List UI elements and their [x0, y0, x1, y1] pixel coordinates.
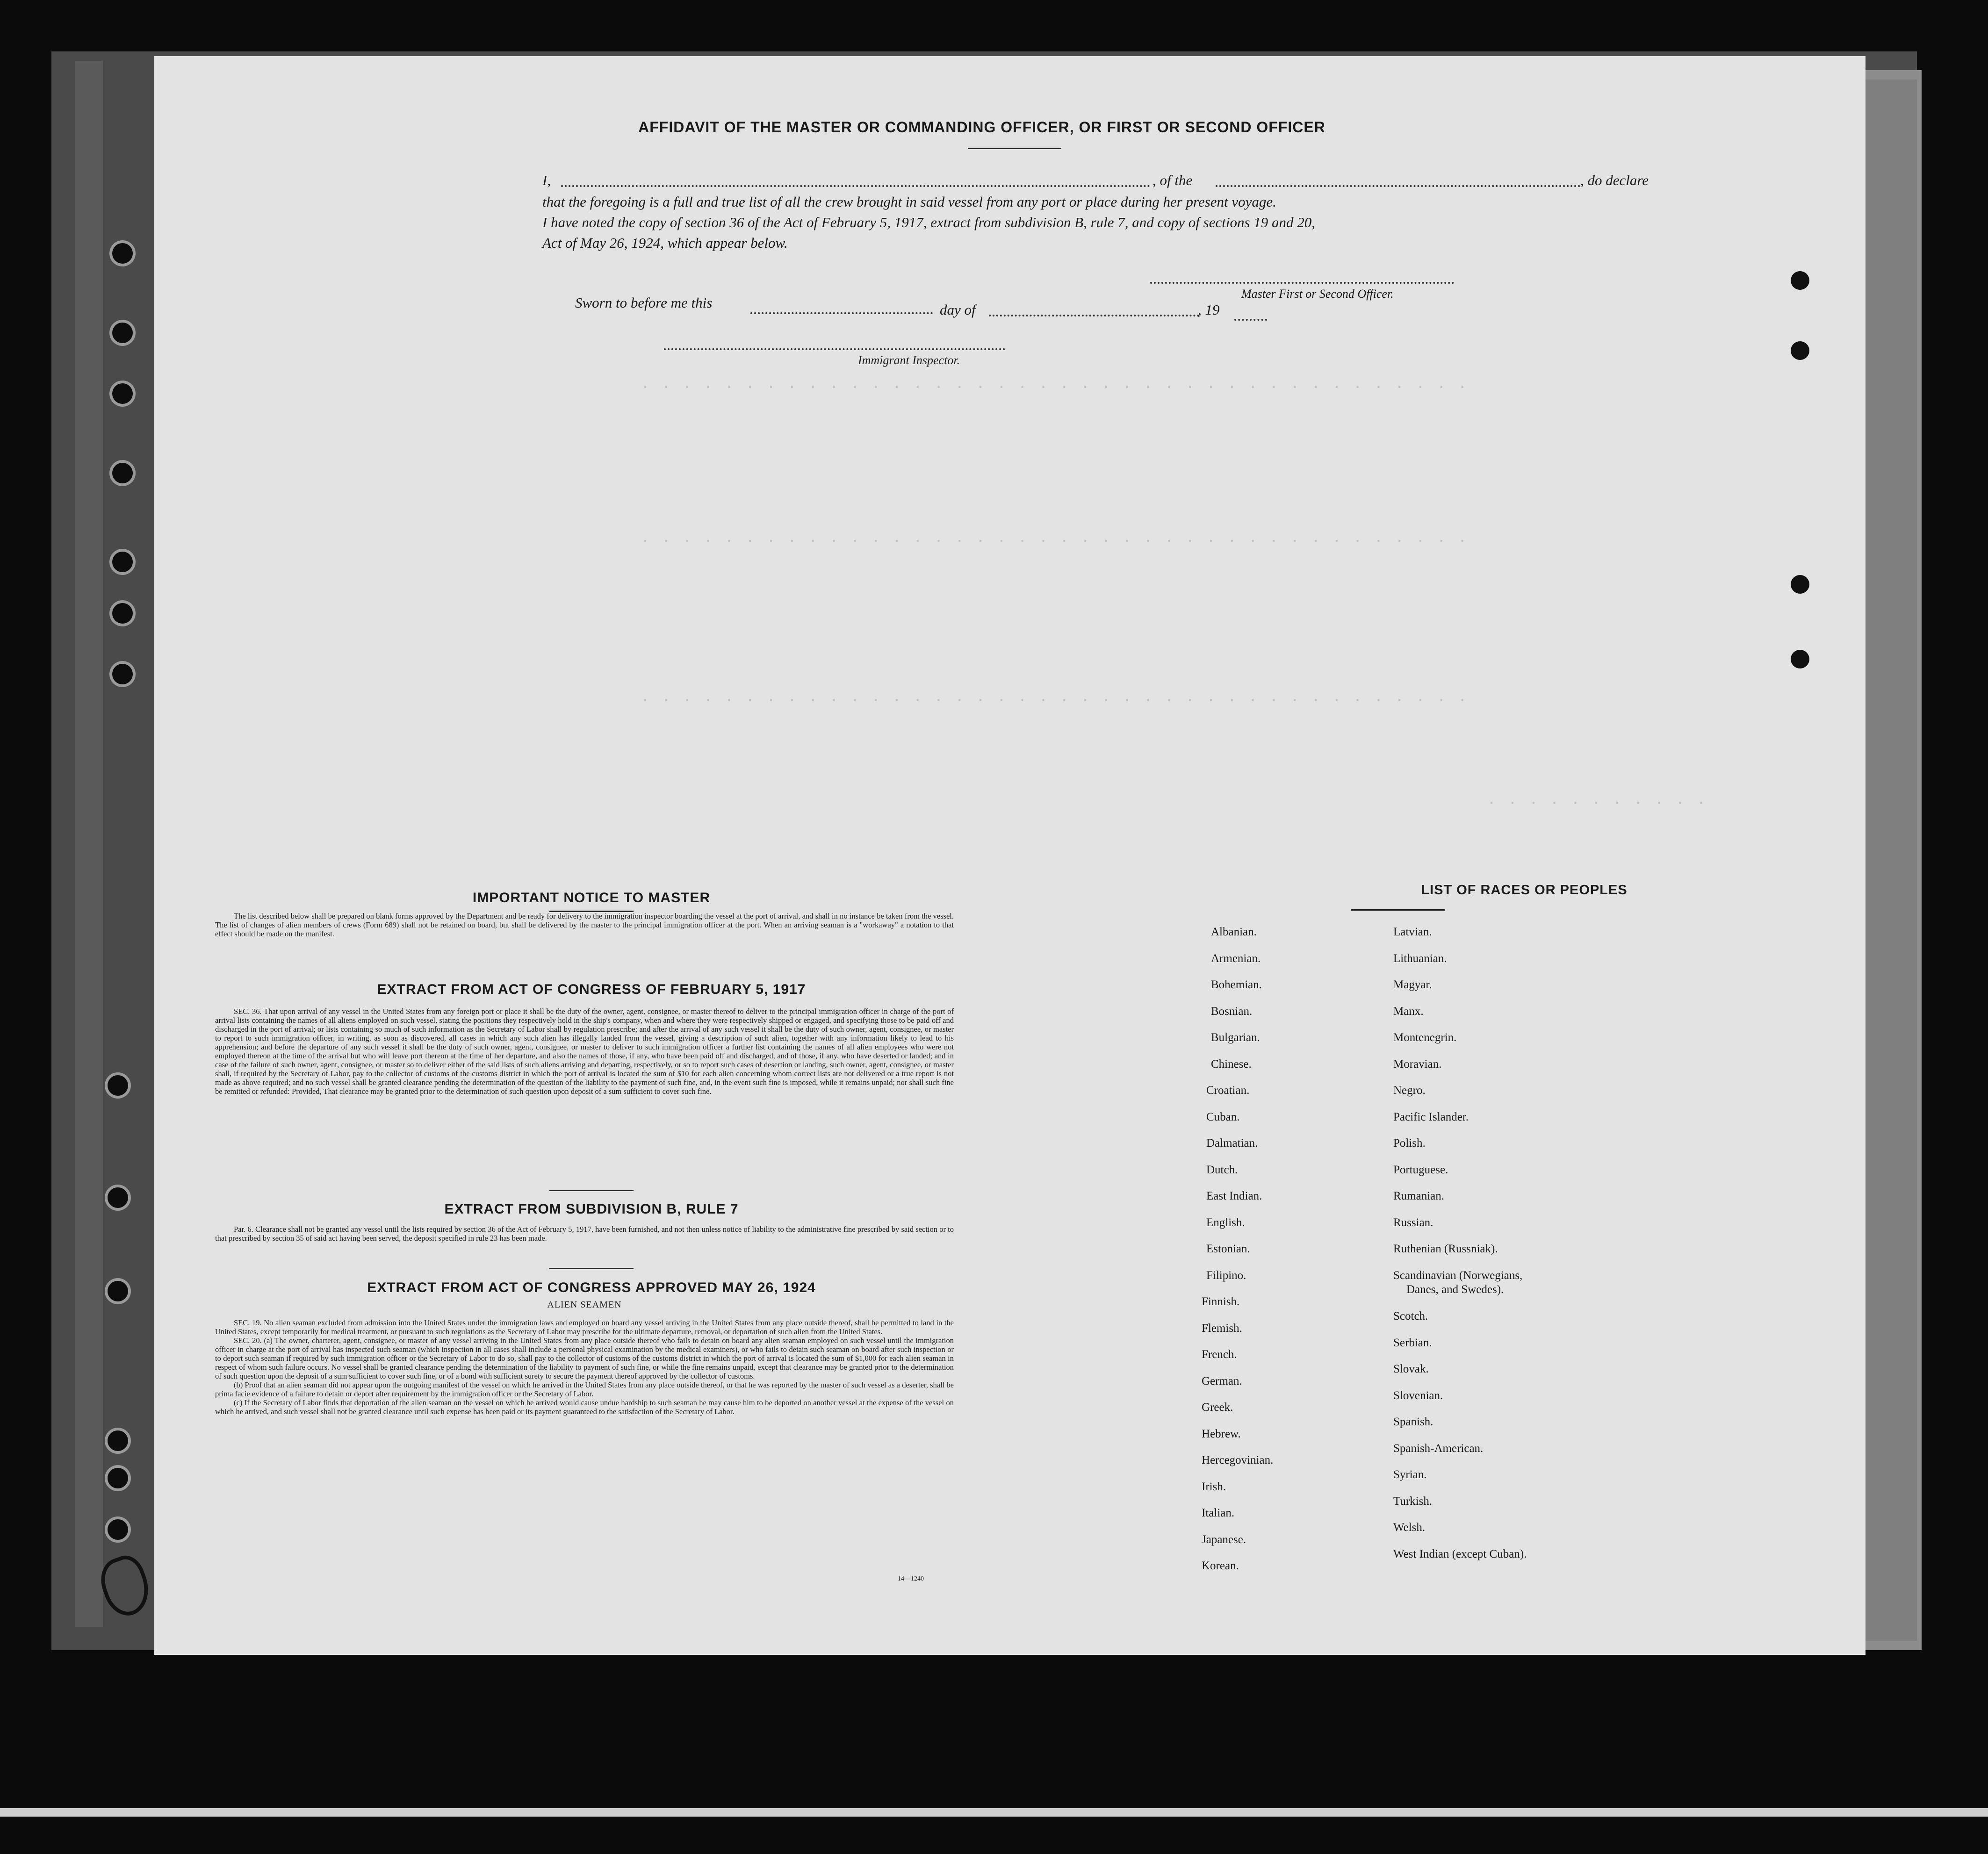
affidavit-line-4: Act of May 26, 1924, which appear below. [542, 235, 788, 251]
race-item: Syrian. [1393, 1468, 1427, 1481]
race-item: Bohemian. [1211, 978, 1262, 991]
race-item: Slovenian. [1393, 1389, 1443, 1402]
punch-hole [112, 383, 133, 404]
race-item: English. [1206, 1216, 1245, 1229]
bleed-through-text: · · · · · · · · · · · · · · · · · · · · · · · · · · · · · · · · · · · · · · · · [641, 692, 1468, 710]
race-item: Turkish. [1393, 1495, 1433, 1508]
punch-hole [112, 323, 133, 343]
master-signature-blank [1150, 282, 1454, 284]
affidavit-line-2: that the foregoing is a full and true list of all the crew brought in said vessel from any port or place during her present voyage. [542, 194, 1276, 210]
punch-hole [108, 1430, 128, 1451]
race-item: Chinese. [1211, 1057, 1252, 1071]
sworn-label: Sworn to before me this [575, 295, 713, 311]
rule-7-paragraph: Par. 6. Clearance shall not be granted any vessel until the lists required by section 36 of the Act of February 5, 1917, have been furnished, and not then unless notice of liability to the administrative fine prescribed by said section or to that prescribed by section 35 of said act having been served, the deposit specified in rule 23 has been made. [215, 1225, 954, 1243]
extract-1917-paragraph: SEC. 36. That upon arrival of any vessel in the United States from any foreign port or place it shall be the duty of the owner, agent, consignee, or master thereof to deliver to the principal immigration officer in charge of the port of arrival lists containing the names of all aliens employed on such vessel, stating the positions they respectively hold in the ship's company, when and where they were respectively shipped or engaged, and specifying those to be paid off and discharged in the port of arrival; or lists containing so much of such information as the Secretary of Labor shall by regulation prescribe; and after the arrival of any such vessel it shall be the duty of such owner, agent, consignee, or master to report to such immigration officer, in writing, as soon as discovered, all cases in which any such alien has illegally landed from the vessel, giving a description of such alien, together with any information likely to lead to his apprehension; and before the departure of any such vessel it shall be the duty of such owner, agent, consignee, or master to deliver to such immigration officer a further list containing the names of all alien employees who were not employed thereon at the time of the arrival but who will leave port thereon at the time of her departure, and also the names of those, if any, who have been paid off and discharged, and of those, if any, who have deserted or landed; and in case of the failure of such owner, agent, consignee, or master so to deliver either of the said lists of such aliens arriving and departing, respectively, or so to report such cases of desertion or landing, such owner, agent, consignee, or master shall, if required by the Secretary of Labor, pay to the collector of customs of the customs district in which the port of arrival is located the sum of $10 for each alien concerning whom correct lists are not delivered or a true report is not made as above required; and no such vessel shall be granted clearance pending the determination of the question of the liability to the payment of such fine, and, in the event such fine is imposed, while it remains unpaid; nor shall such fine be remitted or refunded: Provided, That clearance may be granted prior to the determination of such question upon deposit of a sum sufficient to cover such fine. [215, 1007, 954, 1096]
race-item: Scotch. [1393, 1310, 1428, 1323]
year-label: , 19 [1198, 302, 1220, 318]
race-item: Japanese. [1202, 1533, 1246, 1546]
inspector-signature-blank [664, 348, 1005, 350]
race-item: West Indian (except Cuban). [1393, 1547, 1527, 1560]
punch-hole [108, 1187, 128, 1208]
bleed-through-text: · · · · · · · · · · · · · · · · · · · · · · · · · · · · · · · · · · · · · · · · [641, 533, 1468, 551]
race-item-continued: Danes, and Swedes). [1406, 1283, 1504, 1296]
binder-edge [75, 61, 103, 1627]
punch-hole [112, 603, 133, 624]
race-item: Scandinavian (Norwegians, [1393, 1269, 1523, 1282]
notice-title: IMPORTANT NOTICE TO MASTER [472, 890, 711, 905]
i-label: I, [542, 172, 551, 188]
notice-paragraph: The list described below shall be prepared on blank forms approved by the Department and be ready for delivery to the immigration inspector boarding the vessel at the port of arrival, and shall in no instance be taken from the vessel. The list of changes of alien members of crews (Form 689) shall not be retained on board, but shall be delivered by the master to the principal immigration officer at the port. When an arriving seaman is a "workaway" a notation to that effect should be made on the manifest. [215, 912, 954, 938]
affidavit-line-3: I have noted the copy of section 36 of the Act of February 5, 1917, extract from subdivision B, rule 7, and copy of sections 19 and 20, [542, 214, 1316, 230]
punch-hole [108, 1075, 128, 1096]
race-item: German. [1202, 1374, 1242, 1387]
sworn-day-blank [750, 312, 933, 314]
master-label: Master First or Second Officer. [1241, 287, 1394, 301]
race-item: Hercegovinian. [1202, 1454, 1274, 1466]
races-title: LIST OF RACES OR PEOPLES [1421, 883, 1628, 898]
race-item: Estonian. [1206, 1243, 1250, 1255]
sworn-month-blank [989, 315, 1199, 316]
race-item: Korean. [1202, 1559, 1239, 1572]
sec-20a-paragraph: SEC. 20. (a) The owner, charterer, agent, consignee, or master of any vessel arriving in the United States from any place outside thereof who fails to detain on board any alien seaman employed on such vessel until the immigration officer in charge at the port of arrival has inspected such seaman (which inspection in all cases shall include a personal physical examination by the medical examiners), or who fails to detain such seaman on board after such inspection or to deport such seaman if required by such immigration officer or the Secretary of Labor to do so, shall pay to the collector of customs of the customs district in which the port of arrival is located the sum of $1,000 for each alien seaman in respect of whom such failure occurs. No vessel shall be granted clearance pending the determination of the liability to payment of such fine, or while the fine remains unpaid, except that clearance may be granted prior to the determination of such question upon the deposit of a sum sufficient to cover such fine, or of a bond with sufficient surety to secure the payment thereof approved by the collector of customs. [215, 1336, 954, 1380]
race-item: Bulgarian. [1211, 1031, 1260, 1044]
punch-hole [108, 1281, 128, 1301]
race-item: Serbian. [1393, 1336, 1432, 1349]
sec-19-paragraph: SEC. 19. No alien seaman excluded from admission into the United States under the immigration laws and employed on board any vessel arriving in the United States from any place outside thereof, shall be permitted to land in the United States, except temporarily for medical treatment, or pursuant to such regulations as the Secretary of Labor may prescribe for the ultimate departure, removal, or deportation of such alien from the United States. [215, 1318, 954, 1336]
form-number: 14—1240 [898, 1575, 924, 1582]
affidavit-title: AFFIDAVIT OF THE MASTER OR COMMANDING OFFICER, OR FIRST OR SECOND OFFICER [638, 119, 1325, 136]
rule-7-title: EXTRACT FROM SUBDIVISION B, RULE 7 [444, 1201, 739, 1217]
race-item: Polish. [1393, 1137, 1426, 1150]
extract-1924-text [215, 1318, 954, 1416]
extract-1924-title: EXTRACT FROM ACT OF CONGRESS APPROVED MAY 26, 1924 [367, 1280, 816, 1295]
race-item: Latvian. [1393, 926, 1432, 938]
punch-hole [1791, 271, 1809, 290]
document-page [154, 56, 1866, 1655]
race-item: French. [1202, 1348, 1237, 1361]
race-item: Lithuanian. [1393, 952, 1447, 965]
punch-hole [108, 1519, 128, 1540]
punch-hole [108, 1468, 128, 1488]
race-item: Slovak. [1393, 1363, 1429, 1376]
race-item: Portuguese. [1393, 1163, 1448, 1176]
races-right-column [1393, 926, 1721, 1608]
name-blank [561, 185, 1150, 187]
race-item: Italian. [1202, 1507, 1235, 1519]
sec-20b-paragraph: (b) Proof that an alien seaman did not appear upon the outgoing manifest of the vessel on which he arrived in the United States from any place outside thereof, or that he was reported by the master of such vessel as a deserter, shall be prima facie evidence of a failure to detain or deport after requirement by the immigration officer or the Secretary of Labor. [215, 1380, 954, 1398]
race-item: Croatian. [1206, 1084, 1250, 1097]
of-the-label: , of the [1152, 172, 1193, 188]
title-divider [968, 148, 1061, 149]
extract-1917-title: EXTRACT FROM ACT OF CONGRESS OF FEBRUARY 5, 1917 [377, 982, 806, 997]
race-item: Irish. [1202, 1480, 1226, 1493]
punch-hole [112, 552, 133, 572]
race-item: Greek. [1202, 1401, 1233, 1414]
race-item: Negro. [1393, 1084, 1426, 1097]
race-item: Albanian. [1211, 926, 1257, 938]
extract-divider [549, 1268, 634, 1269]
race-item: Manx. [1393, 1005, 1424, 1018]
year-blank [1234, 319, 1267, 321]
race-item: Finnish. [1202, 1295, 1240, 1308]
race-item: Pacific Islander. [1393, 1110, 1469, 1123]
race-item: Welsh. [1393, 1521, 1426, 1534]
race-item: Spanish-American. [1393, 1442, 1484, 1455]
race-item: Magyar. [1393, 978, 1432, 991]
race-item: Hebrew. [1202, 1427, 1241, 1440]
races-divider [1351, 909, 1445, 911]
rule-7-text [215, 1225, 954, 1243]
race-item: Bosnian. [1211, 1005, 1253, 1018]
punch-hole [1791, 650, 1809, 668]
notice-text [215, 912, 954, 938]
race-item: Filipino. [1206, 1269, 1246, 1282]
punch-hole [112, 463, 133, 483]
bleed-through-text: · · · · · · · · · · · [1487, 795, 1707, 812]
race-item: Rumanian. [1393, 1190, 1445, 1202]
race-item: Cuban. [1206, 1110, 1240, 1123]
inspector-label: Immigrant Inspector. [858, 353, 960, 367]
race-item: Dalmatian. [1206, 1137, 1258, 1150]
punch-hole [112, 664, 133, 684]
alien-seamen-subtitle [215, 1301, 954, 1309]
race-item: Spanish. [1393, 1416, 1433, 1429]
race-item: Flemish. [1202, 1322, 1242, 1335]
race-item: Moravian. [1393, 1057, 1442, 1071]
punch-hole [1791, 341, 1809, 360]
extract-1917-text [215, 1007, 954, 1096]
race-item: Montenegrin. [1393, 1031, 1457, 1044]
sec-20c-paragraph: (c) If the Secretary of Labor finds that deportation of the alien seaman on the vessel on which he arrived would cause undue hardship to such seaman he may cause him to be deported on another vessel at the expense of the vessel on which he arrived, and such vessel shall not be granted clearance until such expense has been paid or its payment guaranteed to the satisfaction of the Secretary of Labor. [215, 1398, 954, 1416]
bleed-through-text: · · · · · · · · · · · · · · · · · · · · · · · · · · · · · · · · · · · · · · · · [641, 379, 1468, 396]
extract-divider [549, 1190, 634, 1191]
race-item: Russian. [1393, 1216, 1433, 1229]
do-declare-label: , do declare [1580, 172, 1649, 188]
race-item: Armenian. [1211, 952, 1261, 965]
punch-hole [1791, 575, 1809, 594]
vessel-blank [1216, 185, 1580, 187]
race-item: Ruthenian (Russniak). [1393, 1243, 1498, 1255]
day-of-label: day of [940, 302, 976, 318]
race-item: East Indian. [1206, 1190, 1262, 1202]
race-item: Dutch. [1206, 1163, 1238, 1176]
alien-seamen-label: ALIEN SEAMEN [547, 1300, 622, 1310]
scan-edge-strip [0, 1808, 1988, 1817]
punch-hole [112, 243, 133, 264]
